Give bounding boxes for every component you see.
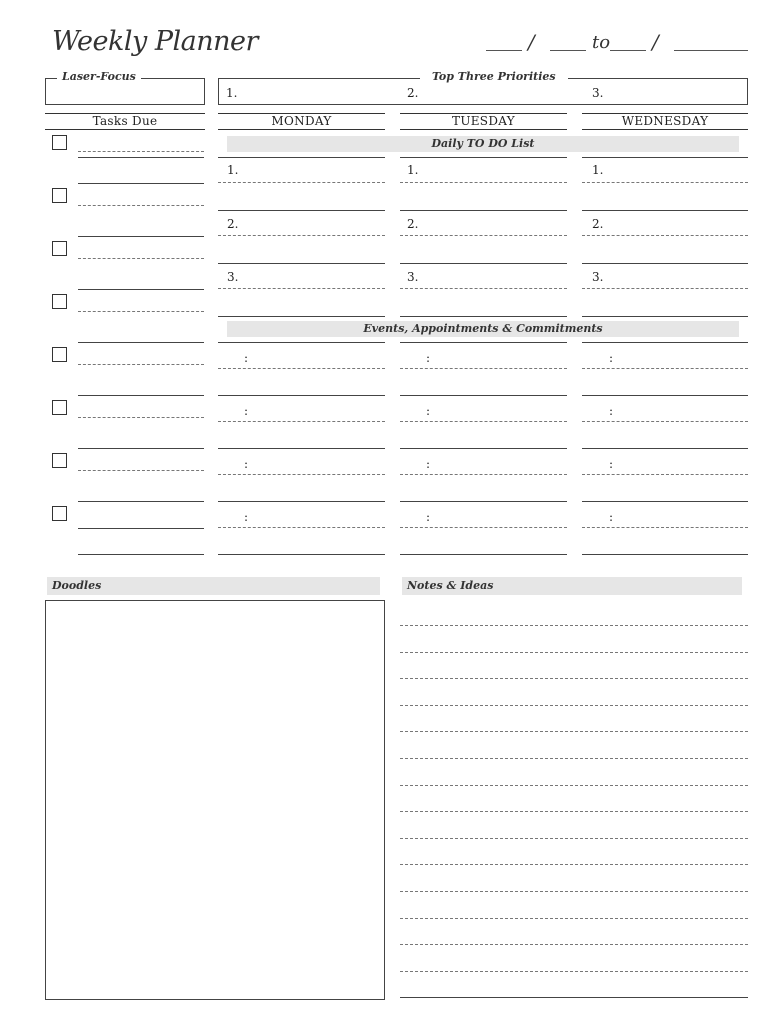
events-banner: Events, Appointments & Commitments	[227, 321, 739, 337]
day-writing-line[interactable]	[218, 316, 385, 317]
date-start-month-line[interactable]	[486, 50, 522, 51]
day-writing-line-dashed[interactable]	[582, 527, 748, 528]
day-writing-line-dashed[interactable]	[218, 368, 385, 369]
day-writing-line[interactable]	[400, 501, 567, 502]
notes-writing-line[interactable]	[400, 811, 748, 812]
task-checkbox[interactable]	[52, 506, 67, 521]
task-writing-line[interactable]	[78, 183, 204, 184]
event-time-colon: :	[609, 457, 614, 471]
event-time-colon: :	[244, 457, 249, 471]
day-writing-line-dashed[interactable]	[218, 474, 385, 475]
priorities-label: Top Three Priorities	[420, 70, 568, 83]
task-writing-line[interactable]	[78, 157, 204, 158]
task-writing-line-dashed[interactable]	[78, 258, 204, 259]
priority-number: 2.	[407, 86, 419, 100]
event-time-colon: :	[244, 404, 249, 418]
day-writing-line-dashed[interactable]	[582, 421, 748, 422]
day-writing-line[interactable]	[400, 316, 567, 317]
task-checkbox[interactable]	[52, 135, 67, 150]
day-writing-line[interactable]	[582, 554, 748, 555]
event-time-colon: :	[609, 351, 614, 365]
day-writing-line-dashed[interactable]	[218, 421, 385, 422]
date-end-day-line[interactable]	[674, 50, 748, 51]
event-time-colon: :	[426, 510, 431, 524]
day-writing-line[interactable]	[400, 342, 567, 343]
day-writing-line-dashed[interactable]	[400, 474, 567, 475]
daily-todo-banner: Daily TO DO List	[227, 136, 739, 152]
day-writing-line[interactable]	[218, 501, 385, 502]
day-writing-line-dashed[interactable]	[582, 235, 748, 236]
notes-writing-line[interactable]	[400, 678, 748, 679]
task-checkbox[interactable]	[52, 347, 67, 362]
priority-number: 3.	[592, 86, 604, 100]
day-writing-line[interactable]	[218, 157, 385, 158]
day-writing-line-dashed[interactable]	[218, 288, 385, 289]
task-writing-line[interactable]	[78, 448, 204, 449]
task-writing-line[interactable]	[78, 528, 204, 529]
task-writing-line[interactable]	[78, 554, 204, 555]
day-writing-line[interactable]	[582, 342, 748, 343]
date-end-month-line[interactable]	[610, 50, 646, 51]
day-writing-line[interactable]	[400, 263, 567, 264]
notes-writing-line[interactable]	[400, 997, 748, 998]
task-writing-line-dashed[interactable]	[78, 470, 204, 471]
notes-writing-line[interactable]	[400, 652, 748, 653]
event-time-colon: :	[426, 404, 431, 418]
todo-number-monday: 3.	[227, 270, 239, 284]
day-writing-line-dashed[interactable]	[218, 527, 385, 528]
task-checkbox[interactable]	[52, 241, 67, 256]
notes-writing-line[interactable]	[400, 731, 748, 732]
day-writing-line[interactable]	[582, 157, 748, 158]
day-writing-line[interactable]	[218, 448, 385, 449]
day-writing-line[interactable]	[400, 554, 567, 555]
day-writing-line[interactable]	[218, 342, 385, 343]
notes-writing-line[interactable]	[400, 944, 748, 945]
day-writing-line[interactable]	[400, 210, 567, 211]
day-writing-line[interactable]	[582, 263, 748, 264]
day-writing-line[interactable]	[400, 157, 567, 158]
notes-writing-line[interactable]	[400, 785, 748, 786]
day-writing-line-dashed[interactable]	[218, 182, 385, 183]
event-time-colon: :	[244, 510, 249, 524]
task-writing-line[interactable]	[78, 236, 204, 237]
day-writing-line-dashed[interactable]	[400, 182, 567, 183]
day-writing-line[interactable]	[582, 210, 748, 211]
task-writing-line-dashed[interactable]	[78, 417, 204, 418]
todo-number-monday: 1.	[227, 163, 239, 177]
date-to-label: to	[592, 32, 611, 53]
event-time-colon: :	[244, 351, 249, 365]
day-writing-line-dashed[interactable]	[400, 288, 567, 289]
day-writing-line[interactable]	[400, 448, 567, 449]
notes-writing-line[interactable]	[400, 758, 748, 759]
task-writing-line-dashed[interactable]	[78, 311, 204, 312]
task-writing-line[interactable]	[78, 395, 204, 396]
day-writing-line[interactable]	[582, 448, 748, 449]
task-checkbox[interactable]	[52, 453, 67, 468]
event-time-colon: :	[609, 404, 614, 418]
day-writing-line[interactable]	[218, 395, 385, 396]
todo-number-monday: 2.	[227, 217, 239, 231]
task-checkbox[interactable]	[52, 400, 67, 415]
day-writing-line[interactable]	[400, 395, 567, 396]
task-checkbox[interactable]	[52, 294, 67, 309]
day-writing-line[interactable]	[218, 554, 385, 555]
notes-writing-line[interactable]	[400, 838, 748, 839]
notes-writing-line[interactable]	[400, 918, 748, 919]
doodles-box[interactable]	[45, 600, 385, 1000]
day-writing-line-dashed[interactable]	[218, 235, 385, 236]
page-title: Weekly Planner	[52, 26, 258, 57]
task-writing-line[interactable]	[78, 501, 204, 502]
laser-focus-label: Laser-Focus	[57, 70, 141, 83]
notes-writing-line[interactable]	[400, 705, 748, 706]
notes-writing-line[interactable]	[400, 864, 748, 865]
day-writing-line[interactable]	[582, 501, 748, 502]
notes-header: Notes & Ideas	[402, 577, 742, 595]
todo-number-wednesday: 3.	[592, 270, 604, 284]
todo-number-tuesday: 2.	[407, 217, 419, 231]
todo-number-tuesday: 1.	[407, 163, 419, 177]
day-writing-line[interactable]	[218, 210, 385, 211]
notes-writing-line[interactable]	[400, 891, 748, 892]
day-writing-line-dashed[interactable]	[400, 421, 567, 422]
event-time-colon: :	[609, 510, 614, 524]
notes-writing-line[interactable]	[400, 625, 748, 626]
task-writing-line-dashed[interactable]	[78, 364, 204, 365]
priority-number: 1.	[226, 86, 238, 100]
task-writing-line-dashed[interactable]	[78, 205, 204, 206]
day-writing-line[interactable]	[218, 263, 385, 264]
notes-writing-line[interactable]	[400, 971, 748, 972]
todo-number-tuesday: 3.	[407, 270, 419, 284]
day-writing-line[interactable]	[582, 316, 748, 317]
day-writing-line-dashed[interactable]	[582, 368, 748, 369]
doodles-header: Doodles	[47, 577, 380, 595]
event-time-colon: :	[426, 351, 431, 365]
date-range	[486, 30, 748, 60]
day-writing-line-dashed[interactable]	[582, 474, 748, 475]
task-writing-line[interactable]	[78, 289, 204, 290]
task-writing-line-dashed[interactable]	[78, 151, 204, 152]
todo-number-wednesday: 2.	[592, 217, 604, 231]
day-header-wednesday: WEDNESDAY	[582, 113, 748, 130]
day-writing-line-dashed[interactable]	[582, 288, 748, 289]
day-writing-line-dashed[interactable]	[400, 527, 567, 528]
day-writing-line-dashed[interactable]	[582, 182, 748, 183]
event-time-colon: :	[426, 457, 431, 471]
day-writing-line-dashed[interactable]	[400, 368, 567, 369]
task-checkbox[interactable]	[52, 188, 67, 203]
day-writing-line-dashed[interactable]	[400, 235, 567, 236]
date-separator: /	[528, 30, 535, 54]
todo-number-wednesday: 1.	[592, 163, 604, 177]
date-separator: /	[652, 30, 659, 54]
date-start-day-line[interactable]	[550, 50, 586, 51]
task-writing-line[interactable]	[78, 342, 204, 343]
day-header-tuesday: TUESDAY	[400, 113, 567, 130]
day-writing-line[interactable]	[582, 395, 748, 396]
day-header-monday: MONDAY	[218, 113, 385, 130]
tasks-due-header: Tasks Due	[45, 113, 205, 130]
